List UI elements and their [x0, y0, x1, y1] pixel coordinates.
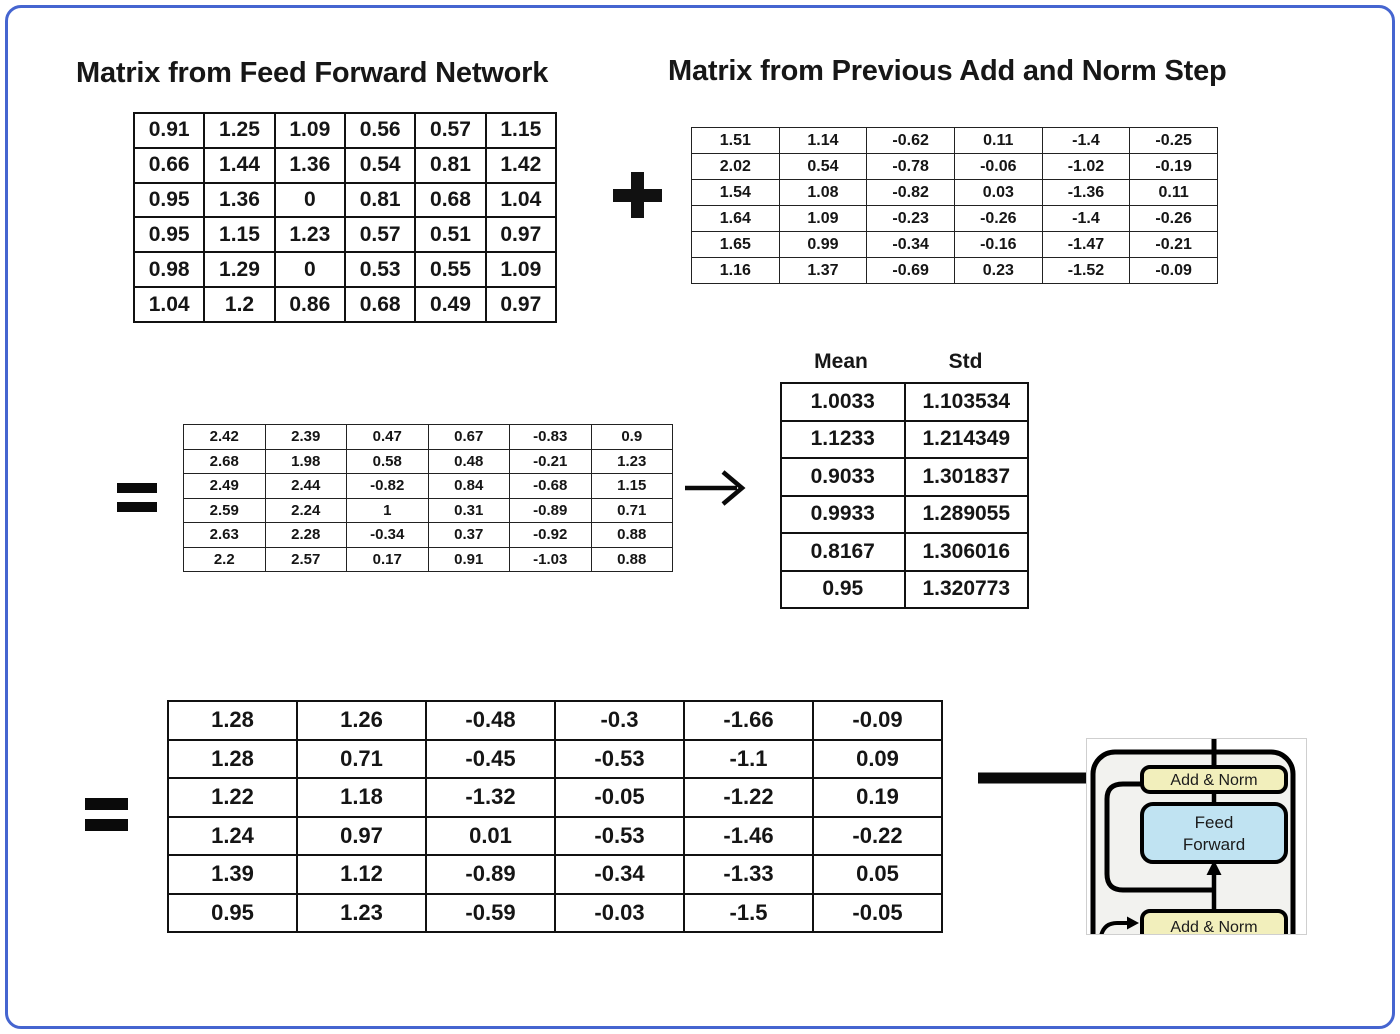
matrix-cell: 1.16: [692, 258, 780, 284]
matrix-cell: 1.23: [591, 449, 673, 474]
matrix-cell: 0.98: [134, 252, 204, 287]
matrix-cell: 1.15: [204, 217, 274, 252]
matrix-cell: 0.53: [345, 252, 415, 287]
matrix-row: [184, 449, 673, 474]
matrix-cell: 2.02: [692, 154, 780, 180]
matrix-row: [134, 252, 556, 287]
matrix-cell: 1.320773: [905, 571, 1029, 609]
matrix-cell: 1.39: [168, 855, 297, 894]
matrix-normalized-result: [167, 700, 943, 933]
matrix-cell: 0.67: [428, 425, 510, 450]
matrix-cell: 1.28: [168, 740, 297, 779]
matrix-row: [692, 154, 1218, 180]
matrix-cell: 1.37: [779, 258, 867, 284]
title-feed-forward-matrix: Matrix from Feed Forward Network: [76, 57, 549, 89]
matrix-cell: -0.26: [1130, 206, 1218, 232]
matrix-cell: 0.56: [345, 113, 415, 148]
matrix-cell: 1.36: [204, 183, 274, 218]
matrix-cell: 1.54: [692, 180, 780, 206]
plus-vertical-bar: [631, 172, 644, 218]
matrix-cell: 0.95: [781, 571, 905, 609]
matrix-cell: 0.03: [954, 180, 1042, 206]
matrix-cell: 0.57: [345, 217, 415, 252]
matrix-cell: 0.99: [779, 232, 867, 258]
matrix-cell: -0.21: [1130, 232, 1218, 258]
matrix-cell: -1.33: [684, 855, 813, 894]
matrix-cell: 1.04: [134, 287, 204, 322]
matrix-cell: 1.04: [486, 183, 556, 218]
matrix-row: [184, 523, 673, 548]
matrix-row: [168, 817, 942, 856]
matrix-cell: 0.97: [297, 817, 426, 856]
matrix-cell: 0: [275, 183, 345, 218]
matrix-cell: 0.68: [415, 183, 485, 218]
matrix-cell: 1.0033: [781, 383, 905, 421]
mean-std-table: [780, 382, 1029, 609]
matrix-feed-forward: [133, 112, 557, 323]
matrix-cell: 1.98: [265, 449, 347, 474]
matrix-cell: 0.11: [954, 128, 1042, 154]
matrix-row: [134, 183, 556, 218]
matrix-row: [184, 547, 673, 572]
matrix-cell: 0.71: [591, 498, 673, 523]
matrix-cell: 1.23: [297, 894, 426, 933]
matrix-cell: 1.23: [275, 217, 345, 252]
stats-header-std: Std: [948, 350, 983, 373]
matrix-cell: -1.22: [684, 778, 813, 817]
matrix-row: [692, 232, 1218, 258]
matrix-cell: -0.82: [347, 474, 429, 499]
matrix-cell: -0.83: [510, 425, 592, 450]
matrix-cell: 1.09: [779, 206, 867, 232]
matrix-cell: 1.1233: [781, 421, 905, 459]
matrix-cell: 0.31: [428, 498, 510, 523]
matrix-cell: 0.84: [428, 474, 510, 499]
transformer-block-diagram: [1086, 738, 1307, 935]
matrix-cell: 0.57: [415, 113, 485, 148]
matrix-cell: 0.88: [591, 523, 673, 548]
matrix-cell: -0.26: [954, 206, 1042, 232]
matrix-cell: 2.49: [184, 474, 266, 499]
matrix-cell: 0.81: [415, 148, 485, 183]
matrix-cell: 1.214349: [905, 421, 1029, 459]
matrix-cell: -1.02: [1042, 154, 1130, 180]
matrix-cell: -0.82: [867, 180, 955, 206]
matrix-previous-add-norm: [691, 127, 1218, 284]
matrix-cell: 0.47: [347, 425, 429, 450]
add-norm-label: Add & Norm: [1170, 772, 1258, 789]
matrix-cell: 0.91: [428, 547, 510, 572]
matrix-cell: 1.24: [168, 817, 297, 856]
matrix-cell: 0.97: [486, 287, 556, 322]
matrix-cell: -0.45: [426, 740, 555, 779]
matrix-cell: -0.89: [426, 855, 555, 894]
matrix-row: [692, 128, 1218, 154]
matrix-cell: -0.34: [555, 855, 684, 894]
matrix-cell: -0.53: [555, 740, 684, 779]
stats-header-mean: Mean: [814, 350, 868, 373]
matrix-cell: -0.05: [813, 894, 942, 933]
plus-operator: [613, 172, 662, 218]
matrix-cell: 0.49: [415, 287, 485, 322]
matrix-cell: -1.1: [684, 740, 813, 779]
matrix-cell: -0.09: [1130, 258, 1218, 284]
feed-forward-label-line1: Feed: [1194, 813, 1234, 832]
matrix-cell: 0.58: [347, 449, 429, 474]
matrix-row: [781, 421, 1028, 459]
matrix-cell: 1.306016: [905, 533, 1029, 571]
add-norm-bottom-label: Add & Norm: [1170, 919, 1258, 935]
matrix-row: [781, 458, 1028, 496]
matrix-cell: -0.89: [510, 498, 592, 523]
matrix-cell: 2.57: [265, 547, 347, 572]
matrix-cell: 0.55: [415, 252, 485, 287]
equals-operator-norm: [85, 798, 128, 840]
matrix-cell: 1.65: [692, 232, 780, 258]
matrix-cell: 1.289055: [905, 496, 1029, 534]
matrix-row: [168, 855, 942, 894]
matrix-cell: 1.09: [275, 113, 345, 148]
matrix-cell: -1.36: [1042, 180, 1130, 206]
matrix-cell: 0.11: [1130, 180, 1218, 206]
matrix-cell: 2.39: [265, 425, 347, 450]
matrix-cell: -0.25: [1130, 128, 1218, 154]
matrix-cell: -0.3: [555, 701, 684, 740]
matrix-row: [168, 701, 942, 740]
matrix-cell: 0.91: [134, 113, 204, 148]
matrix-cell: 1.12: [297, 855, 426, 894]
matrix-cell: -0.06: [954, 154, 1042, 180]
matrix-cell: 0.01: [426, 817, 555, 856]
matrix-cell: 2.2: [184, 547, 266, 572]
matrix-cell: 1.09: [486, 252, 556, 287]
matrix-cell: 1.28: [168, 701, 297, 740]
matrix-cell: -1.4: [1042, 206, 1130, 232]
matrix-cell: -1.47: [1042, 232, 1130, 258]
right-arrow-icon: [683, 466, 749, 510]
matrix-cell: 0.17: [347, 547, 429, 572]
matrix-cell: 0.81: [345, 183, 415, 218]
matrix-cell: 0.97: [486, 217, 556, 252]
matrix-row: [168, 894, 942, 933]
matrix-cell: 2.42: [184, 425, 266, 450]
matrix-row: [692, 258, 1218, 284]
matrix-row: [781, 383, 1028, 421]
matrix-cell: -0.34: [867, 232, 955, 258]
matrix-cell: -0.23: [867, 206, 955, 232]
matrix-cell: 0.68: [345, 287, 415, 322]
matrix-cell: -1.4: [1042, 128, 1130, 154]
matrix-cell: -0.34: [347, 523, 429, 548]
title-previous-add-norm-matrix: Matrix from Previous Add and Norm Step: [668, 55, 1227, 87]
matrix-cell: -1.5: [684, 894, 813, 933]
matrix-cell: 2.68: [184, 449, 266, 474]
matrix-cell: 0.54: [779, 154, 867, 180]
matrix-row: [168, 740, 942, 779]
matrix-cell: -1.66: [684, 701, 813, 740]
matrix-cell: -1.32: [426, 778, 555, 817]
matrix-cell: 1: [347, 498, 429, 523]
matrix-cell: 0.9933: [781, 496, 905, 534]
matrix-cell: 0.9: [591, 425, 673, 450]
matrix-cell: 1.51: [692, 128, 780, 154]
matrix-row: [781, 496, 1028, 534]
matrix-cell: 1.26: [297, 701, 426, 740]
matrix-cell: 2.59: [184, 498, 266, 523]
matrix-cell: 2.63: [184, 523, 266, 548]
matrix-cell: 1.301837: [905, 458, 1029, 496]
matrix-cell: 0.19: [813, 778, 942, 817]
matrix-cell: -0.09: [813, 701, 942, 740]
matrix-cell: 1.36: [275, 148, 345, 183]
matrix-cell: 0.95: [134, 183, 204, 218]
matrix-cell: 0.95: [168, 894, 297, 933]
matrix-cell: 0.86: [275, 287, 345, 322]
matrix-cell: 0.9033: [781, 458, 905, 496]
matrix-cell: 1.14: [779, 128, 867, 154]
matrix-cell: 0.48: [428, 449, 510, 474]
matrix-cell: -1.03: [510, 547, 592, 572]
matrix-cell: 1.64: [692, 206, 780, 232]
matrix-cell: 0.09: [813, 740, 942, 779]
matrix-cell: -0.05: [555, 778, 684, 817]
matrix-cell: -0.22: [813, 817, 942, 856]
matrix-row: [692, 206, 1218, 232]
matrix-row: [184, 474, 673, 499]
matrix-cell: 0.8167: [781, 533, 905, 571]
matrix-cell: 1.25: [204, 113, 274, 148]
matrix-cell: 1.103534: [905, 383, 1029, 421]
matrix-cell: 0.95: [134, 217, 204, 252]
matrix-row: [168, 778, 942, 817]
matrix-cell: 1.2: [204, 287, 274, 322]
matrix-cell: -0.03: [555, 894, 684, 933]
matrix-cell: -0.68: [510, 474, 592, 499]
matrix-row: [692, 180, 1218, 206]
matrix-cell: 1.15: [486, 113, 556, 148]
matrix-cell: 0.51: [415, 217, 485, 252]
feed-forward-label-line2: Forward: [1182, 835, 1246, 854]
matrix-cell: -1.52: [1042, 258, 1130, 284]
matrix-cell: 1.08: [779, 180, 867, 206]
matrix-cell: 2.28: [265, 523, 347, 548]
matrix-cell: 1.18: [297, 778, 426, 817]
matrix-cell: 1.44: [204, 148, 274, 183]
matrix-cell: -0.16: [954, 232, 1042, 258]
matrix-row: [134, 113, 556, 148]
matrix-cell: 1.42: [486, 148, 556, 183]
matrix-cell: 0.88: [591, 547, 673, 572]
matrix-cell: -1.46: [684, 817, 813, 856]
matrix-cell: -0.48: [426, 701, 555, 740]
equals-operator-sum: [117, 483, 157, 521]
matrix-row: [781, 533, 1028, 571]
matrix-cell: 1.29: [204, 252, 274, 287]
matrix-cell: -0.59: [426, 894, 555, 933]
matrix-cell: 1.15: [591, 474, 673, 499]
matrix-row: [781, 571, 1028, 609]
matrix-cell: -0.21: [510, 449, 592, 474]
matrix-row: [134, 217, 556, 252]
matrix-cell: 0.23: [954, 258, 1042, 284]
matrix-sum-result: [183, 424, 673, 572]
matrix-cell: -0.62: [867, 128, 955, 154]
matrix-cell: 0.66: [134, 148, 204, 183]
matrix-cell: -0.53: [555, 817, 684, 856]
matrix-cell: -0.92: [510, 523, 592, 548]
matrix-cell: 0: [275, 252, 345, 287]
matrix-cell: -0.19: [1130, 154, 1218, 180]
matrix-cell: 0.54: [345, 148, 415, 183]
matrix-cell: 0.05: [813, 855, 942, 894]
matrix-row: [184, 498, 673, 523]
matrix-row: [134, 287, 556, 322]
matrix-cell: 1.22: [168, 778, 297, 817]
matrix-cell: 2.44: [265, 474, 347, 499]
matrix-row: [184, 425, 673, 450]
matrix-cell: 2.24: [265, 498, 347, 523]
matrix-cell: -0.78: [867, 154, 955, 180]
matrix-cell: 0.71: [297, 740, 426, 779]
matrix-cell: 0.37: [428, 523, 510, 548]
matrix-row: [134, 148, 556, 183]
matrix-cell: -0.69: [867, 258, 955, 284]
